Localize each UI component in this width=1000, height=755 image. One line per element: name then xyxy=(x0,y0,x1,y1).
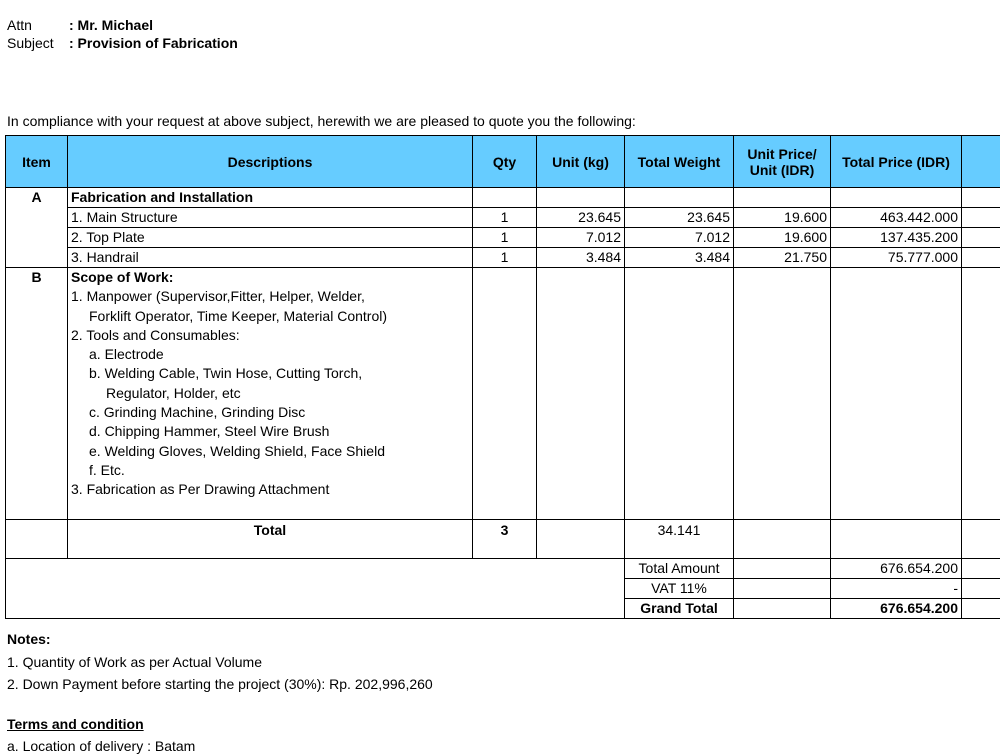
scope-line: 2. Tools and Consumables: xyxy=(71,326,469,345)
terms-item: a. Location of delivery : Batam xyxy=(7,738,195,755)
subject-value: : Provision of Fabrication xyxy=(69,35,238,51)
row-unit: 3.484 xyxy=(537,248,625,268)
section-a-item: A xyxy=(6,188,68,268)
total-weight: 34.141 xyxy=(625,520,734,559)
grand-total-value: 676.654.200 xyxy=(831,599,962,619)
scope-line: c. Grinding Machine, Grinding Disc xyxy=(71,403,469,422)
attn-value: : Mr. Michael xyxy=(69,17,153,33)
scope-line: Regulator, Holder, etc xyxy=(71,384,469,403)
total-amount-value: 676.654.200 xyxy=(831,559,962,579)
subject-line xyxy=(7,35,238,52)
col-extra xyxy=(962,136,1000,188)
row-unit-price: 19.600 xyxy=(734,208,831,228)
grand-total-label: Grand Total xyxy=(625,599,734,619)
total-amount-label: Total Amount xyxy=(625,559,734,579)
scope-line: 1. Manpower (Supervisor,Fitter, Helper, Welder, xyxy=(71,287,469,306)
col-total-weight: Total Weight xyxy=(625,136,734,188)
table-row xyxy=(6,208,1000,228)
row-qty: 1 xyxy=(473,248,537,268)
section-a-title: Fabrication and Installation xyxy=(68,188,473,208)
vat-value: - xyxy=(831,579,962,599)
scope-line: b. Welding Cable, Twin Hose, Cutting Torch, xyxy=(71,364,469,383)
total-label: Total xyxy=(68,520,473,559)
scope-line: Forklift Operator, Time Keeper, Material Control) xyxy=(71,307,469,326)
vat-label: VAT 11% xyxy=(625,579,734,599)
row-unit-price: 21.750 xyxy=(734,248,831,268)
row-unit: 23.645 xyxy=(537,208,625,228)
scope-line: f. Etc. xyxy=(71,461,469,480)
section-b-row xyxy=(6,268,1000,520)
section-a-title-row xyxy=(6,188,1000,208)
col-item: Item xyxy=(6,136,68,188)
scope-line: a. Electrode xyxy=(71,345,469,364)
row-unit-price: 19.600 xyxy=(734,228,831,248)
terms-title: Terms and condition xyxy=(7,716,144,733)
attn-line xyxy=(7,17,153,34)
col-unit-price: Unit Price/ Unit (IDR) xyxy=(734,136,831,188)
col-qty: Qty xyxy=(473,136,537,188)
note-item: 2. Down Payment before starting the project (30%): Rp. 202,996,260 xyxy=(7,676,433,693)
row-desc: 2. Top Plate xyxy=(68,228,473,248)
row-desc: 3. Handrail xyxy=(68,248,473,268)
table-row xyxy=(6,228,1000,248)
row-desc: 1. Main Structure xyxy=(68,208,473,228)
row-weight: 23.645 xyxy=(625,208,734,228)
scope-line: e. Welding Gloves, Welding Shield, Face Shield xyxy=(71,442,469,461)
intro-text: In compliance with your request at above subject, herewith we are pleased to quote you the following: xyxy=(7,113,636,129)
section-b-description xyxy=(68,268,473,520)
quotation-table xyxy=(5,135,1000,619)
row-qty: 1 xyxy=(473,228,537,248)
scope-line: 3. Fabrication as Per Drawing Attachment xyxy=(71,480,469,499)
row-total-price: 137.435.200 xyxy=(831,228,962,248)
attn-label: Attn xyxy=(7,17,69,34)
row-qty: 1 xyxy=(473,208,537,228)
total-qty: 3 xyxy=(473,520,537,559)
table-row xyxy=(6,248,1000,268)
total-row xyxy=(6,520,1000,559)
total-amount-row xyxy=(6,559,1000,579)
subject-label: Subject xyxy=(7,35,69,52)
notes-title: Notes: xyxy=(7,631,51,648)
col-descriptions: Descriptions xyxy=(68,136,473,188)
scope-line: d. Chipping Hammer, Steel Wire Brush xyxy=(71,422,469,441)
row-weight: 7.012 xyxy=(625,228,734,248)
table-header-row xyxy=(6,136,1000,188)
note-item: 1. Quantity of Work as per Actual Volume xyxy=(7,654,262,671)
row-weight: 3.484 xyxy=(625,248,734,268)
col-total-price: Total Price (IDR) xyxy=(831,136,962,188)
row-total-price: 463.442.000 xyxy=(831,208,962,228)
section-b-title: Scope of Work: xyxy=(71,268,469,287)
section-b-item: B xyxy=(6,268,68,520)
row-total-price: 75.777.000 xyxy=(831,248,962,268)
row-unit: 7.012 xyxy=(537,228,625,248)
col-unit: Unit (kg) xyxy=(537,136,625,188)
